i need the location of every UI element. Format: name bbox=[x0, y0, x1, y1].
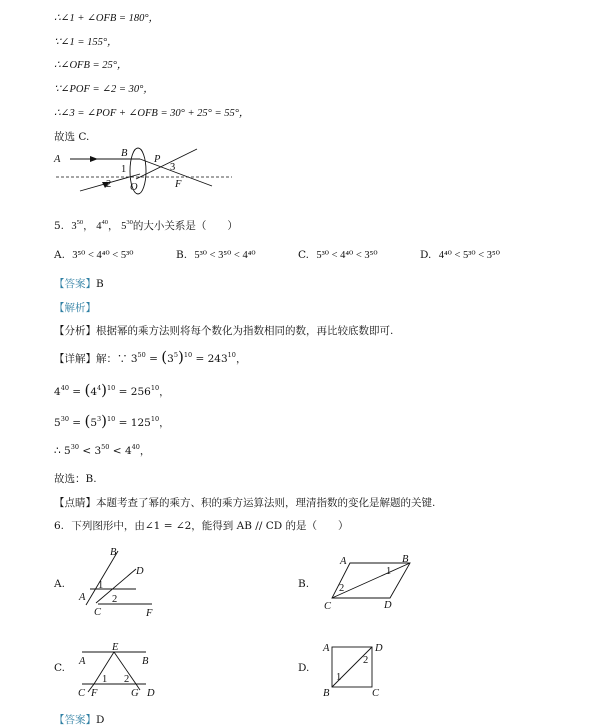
svg-text:A: A bbox=[79, 656, 86, 667]
svg-text:C: C bbox=[94, 607, 102, 618]
svg-text:2: 2 bbox=[124, 674, 130, 685]
svg-text:1: 1 bbox=[336, 672, 342, 683]
label-2: 2 bbox=[106, 179, 112, 190]
q5-conclusion: ∴ $5^{30} < 3^{50} < 4^{40}$， bbox=[54, 443, 151, 457]
svg-text:D: D bbox=[147, 688, 155, 699]
q6-stem: 6. 下列图形中，由∠1 = ∠2，能得到 AB // CD 的是（ ） bbox=[54, 520, 349, 532]
svg-text:B: B bbox=[142, 656, 149, 667]
svg-text:2: 2 bbox=[112, 594, 118, 605]
solution-choice: 故选 C. bbox=[54, 131, 90, 143]
solution-line-3: ∴∠OFB = 25°， bbox=[54, 60, 128, 71]
svg-text:F: F bbox=[91, 688, 98, 699]
solution-line-4: ∵∠POF = ∠2 = 30°， bbox=[54, 84, 154, 95]
q6-figure-c bbox=[76, 640, 166, 704]
q5-detail-line-3: $5^{30} = (5^3)^{10} = 125^{10}$， bbox=[54, 412, 170, 430]
svg-text:A: A bbox=[340, 556, 347, 567]
solution-line-2: ∵∠1 = 155°， bbox=[54, 37, 118, 48]
label-P: P bbox=[154, 154, 161, 165]
svg-text:2: 2 bbox=[339, 583, 345, 594]
q6-option-b[interactable]: B. bbox=[298, 578, 310, 590]
svg-text:A: A bbox=[323, 643, 330, 654]
svg-text:B: B bbox=[323, 688, 330, 699]
q5-choose: 故选：B. bbox=[54, 473, 97, 485]
svg-text:D: D bbox=[136, 566, 144, 577]
label-F: F bbox=[175, 179, 182, 190]
q5-answer: 【答案】B bbox=[54, 278, 104, 290]
q5-fenxi: 【分析】根据幂的乘方法则将每个数化为指数相同的数，再比较底数即可. bbox=[54, 325, 394, 337]
svg-text:C: C bbox=[78, 688, 86, 699]
q6-option-d[interactable]: D. bbox=[298, 662, 310, 674]
figure-q4-lens bbox=[52, 146, 242, 196]
solution-line-5: ∴∠3 = ∠POF + ∠OFB = 30° + 25° = 55°， bbox=[54, 108, 250, 119]
svg-text:2: 2 bbox=[363, 655, 369, 666]
q5-option-a[interactable]: A. 3⁵⁰ < 4⁴⁰ < 5³⁰ bbox=[54, 249, 134, 261]
q5-stem: 5. $3^{50}$， $4^{40}$， $5^{30}$的大小关系是（ ） bbox=[54, 219, 238, 232]
q5-dianjing: 【点睛】本题考查了幂的乘方、积的乘方运算法则，理清指数的变化是解题的关键. bbox=[54, 497, 436, 509]
q6-figure-d bbox=[320, 638, 400, 702]
label-B: B bbox=[121, 148, 128, 159]
svg-text:C: C bbox=[324, 601, 332, 612]
q5-detail-line-1: 【详解】解：∵ $3^{50} = (3^5)^{10} = 243^{10}$， bbox=[54, 348, 247, 366]
label-A: A bbox=[54, 154, 61, 165]
svg-text:D: D bbox=[375, 643, 383, 654]
q6-option-a[interactable]: A. bbox=[54, 578, 65, 590]
svg-text:B: B bbox=[110, 547, 117, 558]
q6-figure-b bbox=[320, 553, 420, 613]
svg-text:E: E bbox=[112, 642, 119, 653]
svg-text:D: D bbox=[384, 600, 392, 611]
label-O: O bbox=[130, 182, 138, 193]
svg-text:1: 1 bbox=[102, 674, 108, 685]
svg-text:A: A bbox=[79, 592, 86, 603]
svg-text:G: G bbox=[131, 688, 139, 699]
q6-option-c[interactable]: C. bbox=[54, 662, 65, 674]
q5-analysis-tag: 【解析】 bbox=[54, 302, 96, 314]
q5-option-c[interactable]: C. 5³⁰ < 4⁴⁰ < 3⁵⁰ bbox=[298, 249, 378, 261]
svg-text:B: B bbox=[402, 554, 409, 565]
q6-answer: 【答案】D bbox=[54, 714, 105, 726]
solution-line-1: ∴∠1 + ∠OFB = 180°， bbox=[54, 13, 160, 24]
q6-figure-a bbox=[76, 545, 166, 617]
q5-detail-line-2: $4^{40} = (4^4)^{10} = 256^{10}$， bbox=[54, 381, 170, 399]
label-3: 3 bbox=[170, 162, 176, 173]
label-1: 1 bbox=[121, 164, 127, 175]
svg-text:C: C bbox=[372, 688, 380, 699]
q5-option-b[interactable]: B. 5³⁰ < 3⁵⁰ < 4⁴⁰ bbox=[176, 249, 256, 261]
svg-text:1: 1 bbox=[386, 566, 392, 577]
svg-text:F: F bbox=[146, 608, 153, 619]
svg-text:1: 1 bbox=[98, 580, 104, 591]
q5-option-d[interactable]: D. 4⁴⁰ < 5³⁰ < 3⁵⁰ bbox=[420, 249, 500, 261]
